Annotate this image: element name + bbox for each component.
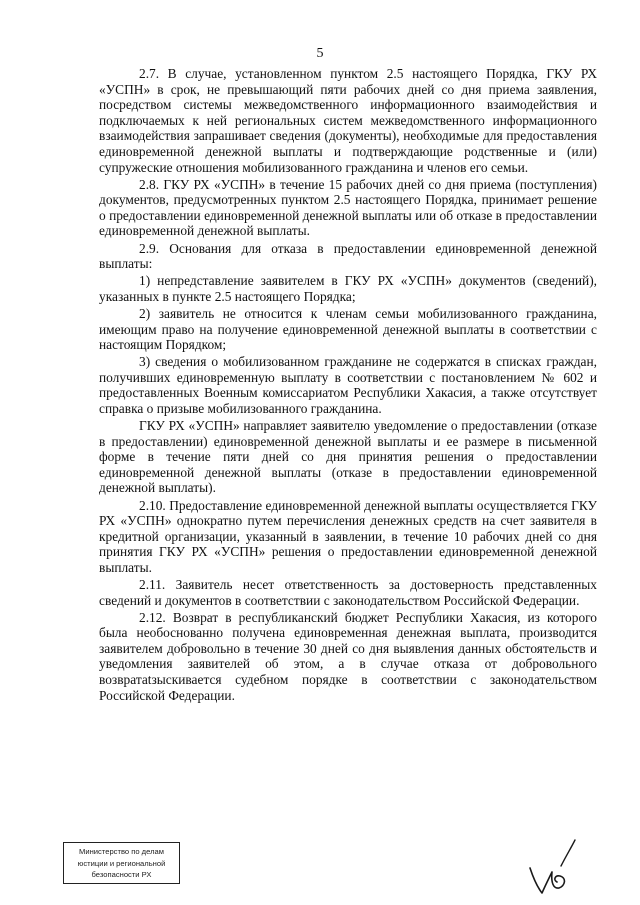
ministry-stamp xyxy=(63,842,180,884)
paragraph-2-12: 2.12. Возврат в республиканский бюджет Республики Хакасия, из которого была необоснованно получена единовременная денежная выплата, производится заявителем добровольно в течение 30 дней со дня выявления данных обстоятельств и уведомления заявителей об этом, а в случае отказа от добровольного возвратаtзыскивается судебном порядке в соответствии с законодательством Российской Федерации. xyxy=(99,609,597,703)
stamp-line-3: безопасности РХ xyxy=(91,870,152,879)
list-item-1: 1) непредставление заявителем в ГКУ РХ «УСПН» документов (сведений), указанных в пункте 2.5 настоящего Порядка; xyxy=(99,273,597,304)
list-item-3: 3) сведения о мобилизованном гражданине не содержатся в списках граждан, получивших единовременную выплату в соответствии с постановлением № 602 и предоставленных Военным комиссариатом Республики Хакасия, а также отсутствует справка о призыве мобилизованного гражданина. xyxy=(99,354,597,416)
paragraph-2-11: 2.11. Заявитель несет ответственность за достоверность представленных сведений и документов в соответствии с законодательством Российской Федерации. xyxy=(99,577,597,608)
stamp-line-1: Министерство по делам xyxy=(79,847,164,856)
document-body xyxy=(99,66,597,705)
stamp-line-2: юстиции и региональной xyxy=(77,858,166,868)
paragraph-2-7: 2.7. В случае, установленном пунктом 2.5 настоящего Порядка, ГКУ РХ «УСПН» в срок, не превышающий пяти рабочих дней со дня приема заявления, посредством системы межведомственного информационного взаимодействия и подключаемых к ней региональных систем межведомственного информационного взаимодействия запрашивает сведения (документы), необходимые для предоставления единовременной денежной выплаты и подтверждающие родственные и (или) супружеские отношения мобилизованного гражданина и членов его семьи. xyxy=(99,66,597,175)
paragraph-notification: ГКУ РХ «УСПН» направляет заявителю уведомление о предоставлении (отказе в предоставлении) единовременной денежной выплаты и ее размере в письменной форме в течение пяти дней со дня принятия решения о предоставлении единовременной денежной выплаты (отказе в предоставлении единовременной денежной выплаты). xyxy=(99,418,597,496)
page-number: 5 xyxy=(316,46,324,61)
paragraph-2-8: 2.8. ГКУ РХ «УСПН» в течение 15 рабочих дней со дня приема (поступления) документов, предусмотренных пунктом 2.5 настоящего Порядка, принимает решение о предоставлении единовременной денежной выплаты или об отказе в предоставлении единовременной денежной выплаты. xyxy=(99,176,597,239)
paragraph-2-10: 2.10. Предоставление единовременной денежной выплаты осуществляется ГКУ РХ «УСПН» однократно путем перечисления денежных средств на счет заявителя в кредитной организации, указанный в заявлении, в течение 10 рабочих дней со дня принятия ГКУ РХ «УСПН» решения о предоставлении единовременной денежной выплаты. xyxy=(99,497,597,575)
list-item-2: 2) заявитель не относится к членам семьи мобилизованного гражданина, имеющим право на получение единовременной денежной выплаты в соответствии с настоящим Порядком; xyxy=(99,305,597,353)
paragraph-2-9: 2.9. Основания для отказа в предоставлении единовременной денежной выплаты: xyxy=(99,240,597,272)
handwritten-signature xyxy=(522,836,582,896)
